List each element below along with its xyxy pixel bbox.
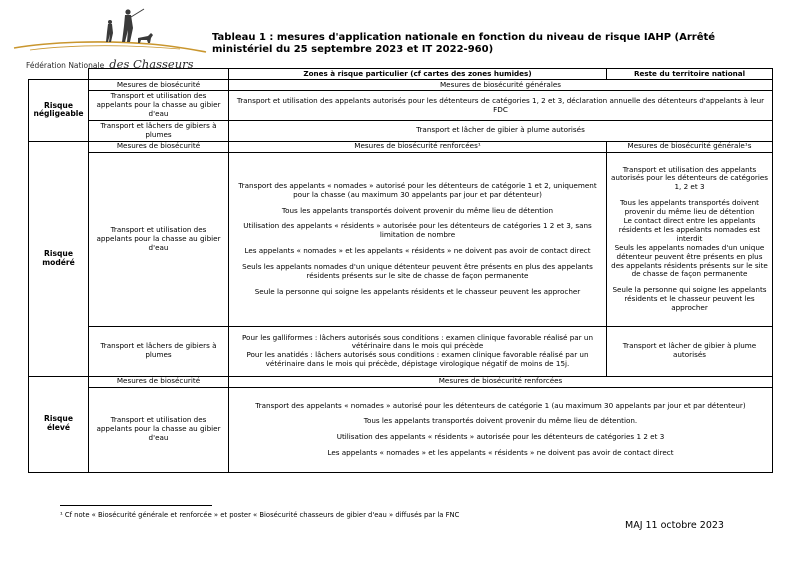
eleve-mesures-label: Mesures de biosécurité (89, 376, 229, 387)
modere-transport-reste (607, 152, 773, 326)
modere-transport-zones (229, 152, 607, 326)
modere-zones-line: Seuls les appelants nomades d'un unique détenteur peuvent être présents en plus des appelants résidents présents sur le site de chasse de façon permanente (242, 262, 593, 281)
modere-reste-line: Seuls les appelants nomades d'un unique détenteur peuvent être présents en plus des appelants résidents présents sur le site de chasse de façon permanente (611, 242, 768, 279)
modere-zones-line: Transport des appelants « nomades » autorisé pour les détenteurs de catégorie 1 et 2, uniquement pour la chasse (au maximum 30 appelants par jour et par détenteur) (238, 180, 597, 199)
negligeable-lachers-label: Transport et lâchers de gibiers à plumes (89, 121, 229, 142)
footnote: ¹ Cf note « Biosécurité générale et renforcée » et poster « Biosécurité chasseurs de gibier d'eau » diffusés par la FNC (60, 511, 460, 519)
risk-eleve-label: Risque élevé (29, 376, 89, 472)
negligeable-mesures-label: Mesures de biosécurité (89, 80, 229, 91)
update-date: MAJ 11 octobre 2023 (625, 520, 724, 531)
hunter-logo-icon (10, 6, 210, 56)
negligeable-transport-row (29, 91, 773, 121)
eleve-mesures-value: Mesures de biosécurité renforcées (229, 376, 773, 387)
modere-lachers-label: Transport et lâchers de gibiers à plumes (89, 326, 229, 376)
negligeable-mesures-row (29, 80, 773, 91)
table-title: Tableau 1 : mesures d'application nationale en fonction du niveau de risque IAHP (Arrêté ministériel du 25 septembre 2023 et IT 2022-960) (212, 32, 716, 55)
negligeable-lachers-value: Transport et lâcher de gibier à plume autorisés (229, 121, 773, 142)
modere-zones-line: Utilisation des appelants « résidents » autorisée pour les détenteurs de catégories 1 2 et 3, sans limitation de nombre (243, 221, 592, 240)
header-zones: Zones à risque particulier (cf cartes des zones humides) (229, 69, 607, 80)
logo-org-small: Fédération Nationale (26, 61, 105, 70)
eleve-transport-line: Transport des appelants « nomades » autorisé pour les détenteurs de catégorie 1 (au maximum 30 appelants par jour et par détenteur) (255, 400, 746, 410)
modere-zones-line: Seule la personne qui soigne les appelants résidents et le chasseur peuvent les approcher (254, 286, 581, 296)
risk-negligeable-label: Risque négligeable (29, 80, 89, 142)
modere-zones-line: Tous les appelants transportés doivent provenir du même lieu de détention (281, 205, 554, 215)
modere-transport-row (29, 152, 773, 326)
footnote-separator (60, 505, 212, 506)
empty-header (89, 69, 229, 80)
modere-transport-label: Transport et utilisation des appelants pour la chasse au gibier d'eau (89, 152, 229, 326)
empty-corner (29, 69, 89, 80)
negligeable-transport-label: Transport et utilisation des appelants pour la chasse au gibier d'eau (89, 91, 229, 121)
modere-reste-line: Seule la personne qui soigne les appelants résidents et le chasseur peuvent les approcher (612, 285, 767, 313)
logo-org-big: des Chasseurs (109, 57, 194, 71)
eleve-mesures-row (29, 376, 773, 387)
negligeable-transport-value: Transport et utilisation des appelants autorisés pour les détenteurs de catégories 1, 2 et 3, déclaration annuelle des détenteurs d'appelants à leur FDC (229, 91, 773, 121)
modere-reste-line: Tous les appelants transportés doivent provenir du même lieu de détention (619, 198, 760, 217)
modere-mesures-label: Mesures de biosécurité (89, 141, 229, 152)
modere-reste-line: Le contact direct entre les appelants résidents et les appelants nomades est interdit (618, 216, 761, 243)
negligeable-mesures-value: Mesures de biosécurité générales (229, 80, 773, 91)
modere-mesures-zones: Mesures de biosécurité renforcées¹ (229, 141, 607, 152)
modere-zones-line: Les appelants « nomades » et les appelants « résidents » ne doivent pas avoir de contact direct (244, 246, 591, 256)
header-row (29, 69, 773, 80)
risk-modere-label: Risque modéré (29, 141, 89, 376)
modere-reste-line: Transport et utilisation des appelants autorisés pour les détenteurs de catégories 1, 2 et 3 (610, 164, 769, 192)
modere-mesures-reste: Mesures de biosécurité générale¹s (607, 141, 773, 152)
modere-lachers-line: Pour les anatidés : lâchers autorisés sous conditions : examen clinique favorable réalisé par un vétérinaire dans le mois qui précède, dépistage virologique négatif de moins de 15j. (246, 350, 589, 369)
header-reste: Reste du territoire national (607, 69, 773, 80)
modere-lachers-reste: Transport et lâcher de gibier à plume autorisés (607, 326, 773, 376)
eleve-transport-line: Les appelants « nomades » et les appelants « résidents » ne doivent pas avoir de contact direct (327, 448, 674, 458)
modere-lachers-row (29, 326, 773, 376)
eleve-transport-row (29, 387, 773, 472)
eleve-transport-line: Utilisation des appelants « résidents » autorisée pour les détenteurs de catégories 1 2 et 3 (336, 432, 665, 442)
eleve-transport-label: Transport et utilisation des appelants pour la chasse au gibier d'eau (89, 387, 229, 472)
negligeable-lachers-row (29, 121, 773, 142)
eleve-transport-line: Tous les appelants transportés doivent provenir du même lieu de détention. (363, 416, 638, 426)
eleve-transport-value (229, 387, 773, 472)
modere-lachers-line: Pour les galliformes : lâchers autorisés sous conditions : examen clinique favorable réalisé par un vétérinaire dans le mois qui précède (241, 332, 594, 351)
risk-measures-table (28, 68, 773, 473)
modere-mesures-row (29, 141, 773, 152)
fnc-logo (10, 6, 210, 71)
modere-lachers-zones (229, 326, 607, 376)
